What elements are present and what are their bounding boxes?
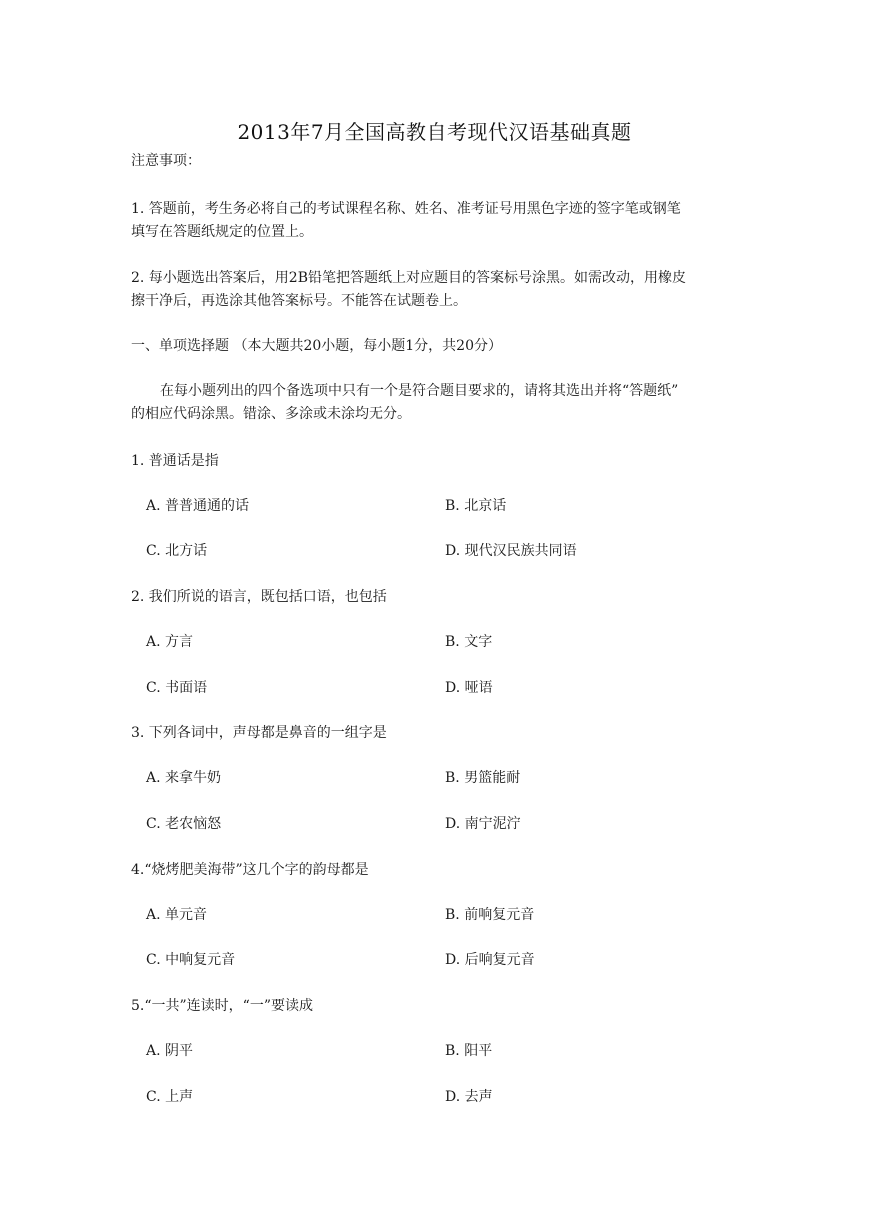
question-5-option-c: C. 上声 [146,1089,194,1105]
question-3-option-d: D. 南宁泥泞 [445,816,521,832]
section-instruction-line-1: 在每小题列出的四个备选项中只有一个是符合题目要求的，请将其选出并将“答题纸” [160,383,679,399]
question-2-option-b: B. 文字 [445,634,493,650]
question-1-option-a: A. 普普通通的话 [146,498,250,514]
question-2-option-a: A. 方言 [146,634,194,650]
question-3-option-a: A. 来拿牛奶 [146,770,222,786]
question-2-option-d: D. 哑语 [445,680,493,696]
question-1-stem: 1. 普通话是指 [131,453,219,469]
notice-item-2-line-2: 擦干净后，再选涂其他答案标号。不能答在试题卷上。 [131,293,467,309]
notice-item-2-line-1: 2. 每小题选出答案后，用2B铅笔把答题纸上对应题目的答案标号涂黑。如需改动，用橡皮 [131,270,687,286]
question-3-stem: 3. 下列各词中，声母都是鼻音的一组字是 [131,725,387,741]
section-instruction-line-2: 的相应代码涂黑。错涂、多涂或未涂均无分。 [131,406,411,422]
question-1-option-c: C. 北方话 [146,543,208,559]
question-2-stem: 2. 我们所说的语言，既包括口语，也包括 [131,589,387,605]
question-1-option-b: B. 北京话 [445,498,507,514]
question-3-option-b: B. 男篮能耐 [445,770,521,786]
question-5-option-b: B. 阳平 [445,1043,493,1059]
question-4-stem: 4.“烧烤肥美海带”这几个字的韵母都是 [131,862,369,878]
question-4-option-a: A. 单元音 [146,907,208,923]
question-4-option-c: C. 中响复元音 [146,952,236,968]
question-5-option-d: D. 去声 [445,1089,493,1105]
question-4-option-d: D. 后响复元音 [445,952,535,968]
question-2-option-c: C. 书面语 [146,680,208,696]
question-5-option-a: A. 阴平 [146,1043,194,1059]
page-title: 2013年7月全国高教自考现代汉语基础真题 [237,120,632,144]
notice-item-1-line-2: 填写在答题纸规定的位置上。 [131,224,313,240]
question-1-option-d: D. 现代汉民族共同语 [445,543,577,559]
question-5-stem: 5.“一共”连读时，“一”要读成 [131,998,313,1014]
notice-heading: 注意事项： [131,153,201,169]
section-heading: 一、单项选择题 （本大题共20小题，每小题1分，共20分） [131,338,502,354]
notice-item-1-line-1: 1. 答题前，考生务必将自己的考试课程名称、姓名、准考证号用黑色字迹的签字笔或钢笔 [131,201,681,217]
question-4-option-b: B. 前响复元音 [445,907,535,923]
question-3-option-c: C. 老农恼怒 [146,816,222,832]
